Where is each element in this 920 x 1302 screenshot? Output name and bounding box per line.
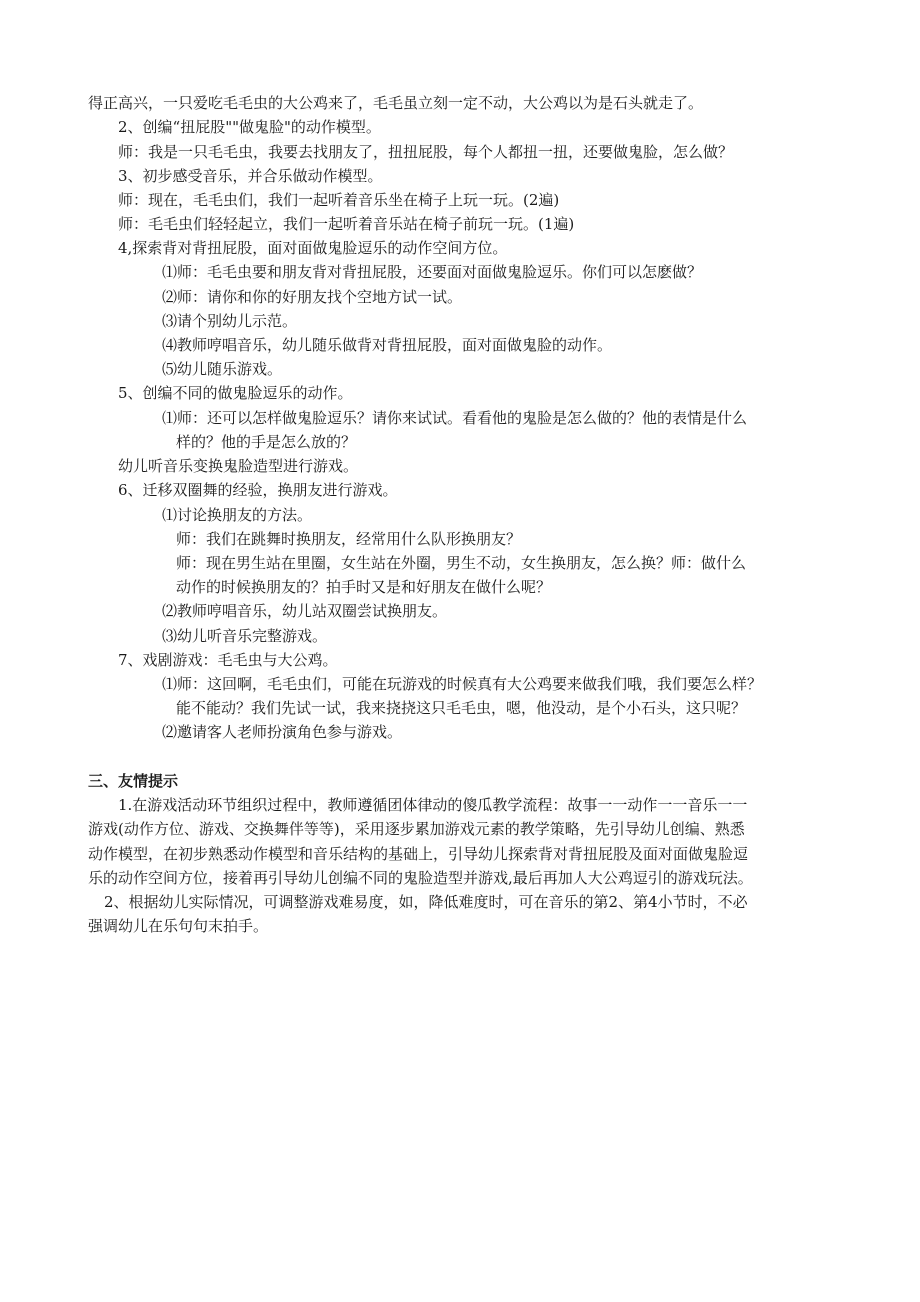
section-item-3: 3、初步感受音乐，并合乐做动作模型。 <box>118 167 383 185</box>
section-item-2: 2、创编“扭屁股""做鬼脸"的动作模型。 <box>118 118 381 136</box>
sub-item-continued: 样的？他的手是怎么放的？ <box>176 433 357 451</box>
sub-item: ⑴讨论换朋友的方法。 <box>162 506 313 524</box>
sub-item: ⑴师：毛毛虫要和朋友背对背扭屁股，还要面对面做鬼脸逗乐。你们可以怎麽做？ <box>162 263 703 281</box>
section-item-5: 5、创编不同的做鬼脸逗乐的动作。 <box>118 384 353 402</box>
tip-paragraph-line: 动作模型，在初步熟悉动作模型和音乐结构的基础上，引导幼儿探索背对背扭屁股及面对面做鬼脸逗 <box>88 845 749 863</box>
sub-item: ⑶幼儿听音乐完整游戏。 <box>162 627 328 645</box>
sub-item: ⑶请个别幼儿示范。 <box>162 312 298 330</box>
teacher-line: 师：现在男生站在里圈，女生站在外圈，男生不动，女生换朋友，怎么换？师：做什么 <box>176 554 747 572</box>
sub-item: ⑷教师哼唱音乐，幼儿随乐做背对背扭屁股，面对面做鬼脸的动作。 <box>162 336 613 354</box>
sub-item: ⑸幼儿随乐游戏。 <box>162 360 283 378</box>
section-item-6: 6、迁移双圈舞的经验，换朋友进行游戏。 <box>118 481 398 499</box>
paragraph-line: 得正高兴，一只爱吃毛毛虫的大公鸡来了，毛毛虽立刻一定不动，大公鸡以为是石头就走了。 <box>88 94 704 112</box>
teacher-line: 师：毛毛虫们轻轻起立，我们一起听着音乐站在椅子前玩一玩。(1遍) <box>118 215 575 233</box>
sub-item: ⑵邀请客人老师扮演角色参与游戏。 <box>162 723 403 741</box>
section-heading: 三、友情提示 <box>88 772 179 790</box>
sub-item: ⑴师：这回啊，毛毛虫们，可能在玩游戏的时候真有大公鸡要来做我们哦，我们要怎么样？ <box>162 675 763 693</box>
section-item-7: 7、戏剧游戏：毛毛虫与大公鸡。 <box>118 651 338 669</box>
sub-item: ⑴师：还可以怎样做鬼脸逗乐？请你来试试。看看他的鬼脸是怎么做的？他的表情是什么 <box>162 409 748 427</box>
paragraph-line: 幼儿听音乐变换鬼脸造型进行游戏。 <box>118 457 359 475</box>
teacher-line: 师：现在，毛毛虫们，我们一起听着音乐坐在椅子上玩一玩。(2遍) <box>118 191 560 209</box>
sub-item: ⑵师：请你和你的好朋友找个空地方试一试。 <box>162 288 463 306</box>
teacher-line: 师：我们在跳舞时换朋友，经常用什么队形换朋友？ <box>176 530 522 548</box>
teacher-line-continued: 动作的时候换朋友的？拍手时又是和好朋友在做什么呢？ <box>176 578 552 596</box>
section-item-4: 4,探索背对背扭屁股，面对面做鬼脸逗乐的动作空间方位。 <box>118 239 508 257</box>
tip-paragraph-line: 强调幼儿在乐句句末拍手。 <box>88 917 269 935</box>
tip-paragraph-line: 游戏(动作方位、游戏、交换舞伴等等)，采用逐步累加游戏元素的教学策略，先引导幼儿创编、熟悉 <box>88 820 745 838</box>
sub-item: ⑵教师哼唱音乐，幼儿站双圈尝试换朋友。 <box>162 602 448 620</box>
tip-paragraph-line: 乐的动作空间方位，接着再引导幼儿创编不同的鬼脸造型并游戏,最后再加人大公鸡逗引的游戏玩法。 <box>88 869 753 887</box>
sub-item-continued: 能不能动？我们先试一试，我来挠挠这只毛毛虫，嗯，他没动，是个小石头，这只呢？ <box>176 699 747 717</box>
teacher-line: 师：我是一只毛毛虫，我要去找朋友了，扭扭屁股，每个人都扭一扭，还要做鬼脸，怎么做？ <box>118 143 734 161</box>
tip-paragraph-line: 1.在游戏活动环节组织过程中，教师遵循团体律动的傻瓜教学流程：故事一一动作一一音乐一一 <box>118 796 748 814</box>
tip-paragraph-line: 2、根据幼儿实际情况，可调整游戏难易度，如，降低难度时，可在音乐的第2、第4小节时，不必 <box>104 893 748 911</box>
